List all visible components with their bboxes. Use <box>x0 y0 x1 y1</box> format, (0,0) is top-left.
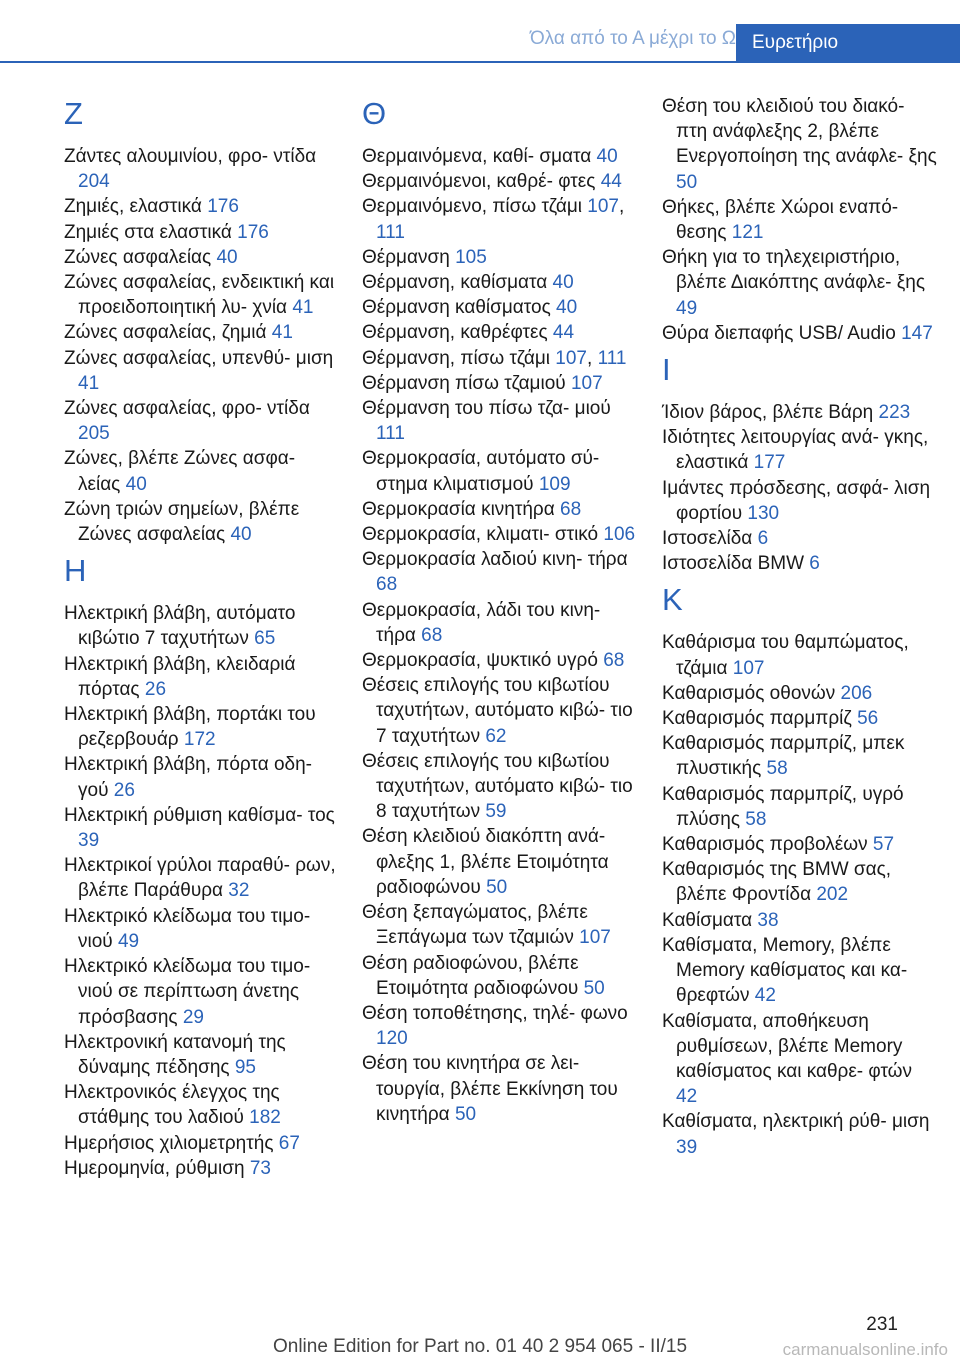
page-link[interactable]: 223 <box>878 402 911 424</box>
page-link[interactable]: 50 <box>486 876 508 898</box>
index-entry <box>662 933 937 1009</box>
watermark: carmanualsonline.info <box>782 1340 948 1359</box>
index-term: Ζημιές, ελαστικά <box>64 196 202 218</box>
index-entry <box>662 195 937 245</box>
index-entry <box>64 752 339 802</box>
page-link[interactable]: 26 <box>113 779 135 801</box>
index-entry <box>64 194 339 219</box>
page-link[interactable]: 50 <box>676 171 698 193</box>
index-entry <box>362 295 637 320</box>
index-entry <box>64 904 339 954</box>
index-term: Θέρμανση, καθρέφτες <box>362 322 548 344</box>
index-term: Θερμοκρασία κινητήρα <box>362 498 555 520</box>
index-entry <box>362 245 637 270</box>
page-link[interactable]: 177 <box>753 452 786 474</box>
index-entry <box>362 1001 637 1051</box>
index-entry <box>662 1009 937 1110</box>
index-term: Θέρμανση καθίσματος <box>362 297 551 319</box>
index-entry <box>662 681 937 706</box>
index-term: Θέσεις επιλογής του κιβωτίου ταχυτήτων, αυτόματο κιβώ‐ τιο 7 ταχυτήτων <box>362 675 633 747</box>
index-entry <box>64 1156 339 1181</box>
page-link[interactable]: 176 <box>207 196 239 218</box>
index-entry <box>64 396 339 446</box>
page-link[interactable]: 107 <box>732 657 765 679</box>
index-term: Θέση του κινητήρα σε λει‐ τουργία, βλέπε Εκκίνηση του κινητήρα <box>362 1053 618 1125</box>
page-link[interactable]: 205 <box>78 423 110 445</box>
page-link[interactable]: 6 <box>757 528 769 550</box>
index-entry: Θερμαινόμενο, πίσω τζάμι 107, 111 <box>362 196 625 243</box>
index-term: Θέση τοποθέτησης, τηλέ‐ φωνο <box>362 1002 628 1024</box>
index-entry <box>64 1030 339 1080</box>
index-entry <box>64 652 339 702</box>
index-entry <box>362 824 637 900</box>
section-letter: H <box>64 553 87 589</box>
page-link[interactable]: 58 <box>766 758 788 780</box>
index-entry <box>64 702 339 752</box>
section-letter: Z <box>64 96 83 131</box>
page-link[interactable]: 182 <box>249 1107 281 1129</box>
index-term: Ηλεκτρικοί γρύλοι παραθύ‐ ρων, βλέπε Παράθυρα <box>64 855 336 902</box>
page-header <box>0 0 960 62</box>
edition-footer: Online Edition for Part no. 01 40 2 954 065 - II/15 <box>272 1336 688 1357</box>
index-entry <box>64 320 339 345</box>
index-entry <box>362 673 637 749</box>
index-term: Ηλεκτρονική κατανομή της δύναμης πέδησης <box>64 1031 286 1078</box>
index-entry <box>362 320 637 345</box>
page-link[interactable]: 41 <box>271 322 293 344</box>
page-link[interactable]: 40 <box>596 146 618 167</box>
page-link[interactable]: 111 <box>376 221 405 243</box>
index-entry <box>662 832 937 857</box>
index-entry <box>662 908 937 933</box>
index-term: Καθαρισμός προβολέων <box>662 834 868 856</box>
index-term: Καθαρισμός παρμπρίζ, υγρό πλύσης <box>662 783 904 830</box>
index-entry <box>64 1080 339 1130</box>
page-link[interactable]: 56 <box>857 708 879 730</box>
index-entry <box>64 853 339 903</box>
page-link[interactable]: 204 <box>78 171 110 193</box>
page-link[interactable]: 42 <box>754 985 776 1007</box>
index-term: Θερμοκρασία, κλιματι‐ στικό <box>362 524 599 546</box>
index-term: Θερμαινόμενα, καθί‐ σματα <box>362 146 592 167</box>
index-term: Ζημιές στα ελαστικά <box>64 221 232 243</box>
page-link[interactable]: 40 <box>230 524 252 546</box>
index-term: Καθίσματα, αποθήκευση ρυθμίσεων, βλέπε Memory καθίσματος και καθρε‐ φτών <box>662 1010 913 1082</box>
page-link[interactable]: 68 <box>421 624 443 646</box>
page-link[interactable]: 68 <box>376 574 398 596</box>
index-entry <box>662 731 937 781</box>
index-entry <box>362 144 637 169</box>
page-link[interactable]: 68 <box>560 498 582 520</box>
page-link[interactable]: 40 <box>552 272 574 294</box>
index-entry <box>64 346 339 396</box>
page-link[interactable]: 59 <box>485 801 507 823</box>
index-term: Ημερομηνία, ρύθμιση <box>64 1157 245 1179</box>
index-term: Καθαρισμός της BMW σας, βλέπε Φροντίδα <box>662 859 892 906</box>
index-term: Θύρα διεπαφής USB/ Audio <box>662 322 896 344</box>
page-link[interactable]: 130 <box>747 502 780 524</box>
index-term: Θήκη για το τηλεχειριστήριο, βλέπε Διακόπτης ανάφλε‐ ξης <box>662 247 926 294</box>
index-term: Θερμοκρασία, ψυκτικό υγρό <box>362 650 598 672</box>
index-entry <box>662 630 937 680</box>
index-term: Θερμοκρασία, λάδι του κινη‐ τήρα <box>362 599 601 646</box>
index-entry <box>662 321 937 346</box>
index-term: Ηλεκτρική βλάβη, κλειδαριά πόρτας <box>64 653 296 700</box>
page-number: 231 <box>866 1314 898 1335</box>
breadcrumb[interactable]: Όλα από το Α μέχρι το Ω <box>529 28 736 49</box>
index-entry <box>362 598 637 648</box>
page-link[interactable]: 73 <box>249 1157 271 1179</box>
index-entry <box>362 900 637 950</box>
index-column-3 <box>662 94 937 1160</box>
page-link[interactable]: 111 <box>597 347 627 369</box>
index-entry <box>662 526 937 551</box>
index-term: Θέρμανση, πίσω τζάμι <box>362 347 551 369</box>
page-link[interactable]: 29 <box>182 1006 204 1028</box>
page-link[interactable]: 40 <box>125 473 147 495</box>
page-link[interactable]: 40 <box>216 246 238 268</box>
page-link[interactable]: 68 <box>603 650 625 672</box>
tab-index[interactable]: Ευρετήριο <box>736 24 960 62</box>
section-letter: Θ <box>362 96 387 131</box>
index-term: Θέρμανση πίσω τζαμιού <box>362 372 566 394</box>
index-term: Ζώνες ασφαλείας, υπενθύ‐ μιση <box>64 347 334 369</box>
page-link[interactable]: 40 <box>556 297 578 319</box>
page-link[interactable]: 107 <box>579 927 611 949</box>
page-link[interactable]: 176 <box>237 221 269 243</box>
index-term: Θέρμανση, καθίσματα <box>362 272 548 294</box>
index-term: Ζώνες ασφαλείας <box>64 246 212 268</box>
page-link[interactable]: 49 <box>117 930 140 952</box>
index-term: Θερμαινόμενοι, καθρέ‐ φτες <box>362 171 596 193</box>
page-link[interactable]: 50 <box>583 977 605 999</box>
index-entry <box>64 1131 339 1156</box>
index-column-2 <box>362 94 637 1127</box>
page-link[interactable]: 26 <box>144 678 167 700</box>
index-entry <box>362 547 637 597</box>
index-entry <box>362 446 637 496</box>
index-entry <box>64 497 339 547</box>
page-link[interactable]: 41 <box>78 372 100 394</box>
index-term: Καθίσματα <box>662 909 753 931</box>
index-term: Ζώνες ασφαλείας, ζημιά <box>64 322 267 344</box>
index-entry <box>662 706 937 731</box>
index-term: Ηλεκτρονικός έλεγχος της στάθμης του λαδιού <box>64 1082 280 1129</box>
page-link[interactable]: 121 <box>731 222 764 244</box>
page-link[interactable]: 32 <box>228 880 250 902</box>
index-entry <box>662 400 937 425</box>
index-entry <box>64 220 339 245</box>
index-term: Καθίσματα, ηλεκτρική ρύθ‐ μιση <box>662 1111 930 1133</box>
page-link[interactable]: 202 <box>816 884 849 906</box>
index-term: Θέση κλειδιού διακόπτη ανά‐ φλεξης 1, βλέπε Ετοιμότητα ραδιοφώνου <box>362 826 609 898</box>
page-link[interactable]: 105 <box>455 246 487 268</box>
page-link[interactable]: 65 <box>254 628 276 650</box>
index-term: Θέση του κλειδιού του διακό‐ πτη ανάφλεξης 2, βλέπε Ενεργοποίηση της ανάφλε‐ ξης <box>662 96 937 168</box>
header-divider <box>0 61 960 63</box>
page-link[interactable]: 58 <box>745 808 767 830</box>
index-entry <box>662 245 937 321</box>
page-link[interactable]: 107 <box>555 347 587 369</box>
page-link[interactable]: 147 <box>901 322 933 344</box>
page-link[interactable]: 172 <box>183 729 216 751</box>
index-term: Ζάντες αλουμινίου, φρο‐ ντίδα <box>64 146 317 167</box>
index-term: Καθαρισμός παρμπρίζ <box>662 708 852 730</box>
section-letter: K <box>662 582 683 618</box>
index-term: Ζώνες, βλέπε Ζώνες ασφα‐ λείας <box>64 448 296 495</box>
page-link[interactable]: 107 <box>587 196 619 218</box>
index-term: Θέση ξεπαγώματος, βλέπε Ξεπάγωμα των τζαμιών <box>362 902 588 949</box>
index-entry <box>662 94 937 195</box>
index-term: Καθίσματα, Memory, βλέπε Memory καθίσματος και κα‐ θρεφτών <box>662 934 908 1007</box>
index-entry <box>64 144 339 194</box>
index-term: Θήκες, βλέπε Χώροι εναπό‐ θεσης <box>662 196 899 244</box>
index-term: Ημερήσιος χιλιομετρητής <box>64 1132 274 1154</box>
page-link[interactable]: 62 <box>485 725 507 747</box>
page-link[interactable]: 44 <box>552 322 575 344</box>
index-entry <box>362 1051 637 1127</box>
page-link[interactable]: 41 <box>292 297 314 319</box>
index-entry <box>362 497 637 522</box>
index-term: Καθαρισμός οθονών <box>662 682 836 704</box>
index-term: Καθαρισμός παρμπρίζ, μπεκ πλυστικής <box>662 733 905 780</box>
index-term: Ηλεκτρικό κλείδωμα του τιμο‐ νιού σε περίπτωση άνετης πρόσβασης <box>64 956 311 1028</box>
index-entry <box>662 476 937 526</box>
page-link[interactable]: 120 <box>376 1028 408 1050</box>
page-link[interactable]: 49 <box>676 297 698 319</box>
index-term: Ίδιον βάρος, βλέπε Βάρη <box>662 402 874 424</box>
page-link[interactable]: 50 <box>454 1103 477 1125</box>
index-entry <box>362 371 637 396</box>
page-link[interactable]: 109 <box>538 473 571 495</box>
index-entry <box>362 396 637 446</box>
page-link[interactable]: 67 <box>278 1132 300 1154</box>
index-entry <box>362 270 637 295</box>
index-term: Ηλεκτρικό κλείδωμα του τιμο‐ νιού <box>64 905 311 952</box>
index-entry <box>64 446 339 496</box>
index-term: Ηλεκτρική ρύθμιση καθίσμα‐ τος <box>64 804 335 826</box>
page-link[interactable]: 107 <box>570 372 603 394</box>
section-letter: I <box>662 352 671 388</box>
index-term: Θερμαινόμενο, πίσω τζάμι <box>362 196 582 218</box>
index-entry <box>662 782 937 832</box>
index-term: Θέρμανση του πίσω τζα‐ μιού <box>362 398 611 420</box>
index-entry <box>662 1109 937 1159</box>
index-term: Ιδιότητες λειτουργίας ανά‐ γκης, ελαστικά <box>662 427 929 474</box>
index-term: Ηλεκτρική βλάβη, πόρτα οδη‐ γού <box>64 754 313 801</box>
page-link[interactable]: 39 <box>676 1136 698 1158</box>
index-entry <box>362 169 637 194</box>
index-term: Θερμοκρασία λαδιού κινη‐ τήρα <box>362 549 628 571</box>
index-term: Ζώνες ασφαλείας, ενδεικτική και προειδοποιητική λυ‐ χνία <box>64 272 335 319</box>
page-link[interactable]: 95 <box>234 1056 256 1078</box>
index-term: Ζώνη τριών σημείων, βλέπε Ζώνες ασφαλείας <box>64 498 300 546</box>
page-link[interactable]: 42 <box>676 1086 698 1108</box>
index-entry <box>64 270 339 320</box>
page-link[interactable]: 6 <box>809 553 820 575</box>
index-entry <box>64 245 339 270</box>
index-entry <box>662 425 937 475</box>
index-entry <box>64 954 339 1030</box>
page-link[interactable]: 39 <box>78 830 100 852</box>
index-term: Θέση ραδιοφώνου, βλέπε Ετοιμότητα ραδιοφώνου <box>362 952 579 999</box>
index-term: Ζώνες ασφαλείας, φρο‐ ντίδα <box>64 398 310 420</box>
index-entry: Θέρμανση, πίσω τζάμι 107, 111 <box>362 347 627 369</box>
index-entry <box>64 601 339 651</box>
index-column-1 <box>64 94 339 1181</box>
page-link[interactable]: 106 <box>603 524 636 546</box>
page-link[interactable]: 57 <box>872 834 895 856</box>
index-entry <box>362 648 637 673</box>
index-term: Ηλεκτρική βλάβη, αυτόματο κιβώτιο 7 ταχυτήτων <box>64 603 296 650</box>
page-link[interactable]: 38 <box>757 909 779 931</box>
page-link[interactable]: 44 <box>600 171 622 193</box>
index-entry <box>362 522 637 547</box>
index-entry <box>662 857 937 907</box>
index-term: Ιστοσελίδα <box>662 528 753 550</box>
page-link[interactable]: 111 <box>376 423 405 445</box>
index-entry <box>362 951 637 1001</box>
page-link[interactable]: 206 <box>840 682 873 704</box>
index-term: Ιστοσελίδα BMW <box>662 553 804 575</box>
index-entry <box>362 749 637 825</box>
index-term: Ηλεκτρική βλάβη, πορτάκι του ρεζερβουάρ <box>64 704 316 751</box>
index-term: Θέρμανση <box>362 246 450 268</box>
index-term: Ιμάντες πρόσδεσης, ασφά‐ λιση φορτίου <box>662 477 931 524</box>
index-term: Καθάρισμα του θαμπώματος, τζάμια <box>662 632 909 679</box>
index-entry <box>64 803 339 853</box>
index-term: Θερμοκρασία, αυτόματο σύ‐ στημα κλιματισμού <box>362 448 600 495</box>
index-term: Θέσεις επιλογής του κιβωτίου ταχυτήτων, αυτόματο κιβώ‐ τιο 8 ταχυτήτων <box>362 750 633 823</box>
index-entry <box>662 551 937 576</box>
